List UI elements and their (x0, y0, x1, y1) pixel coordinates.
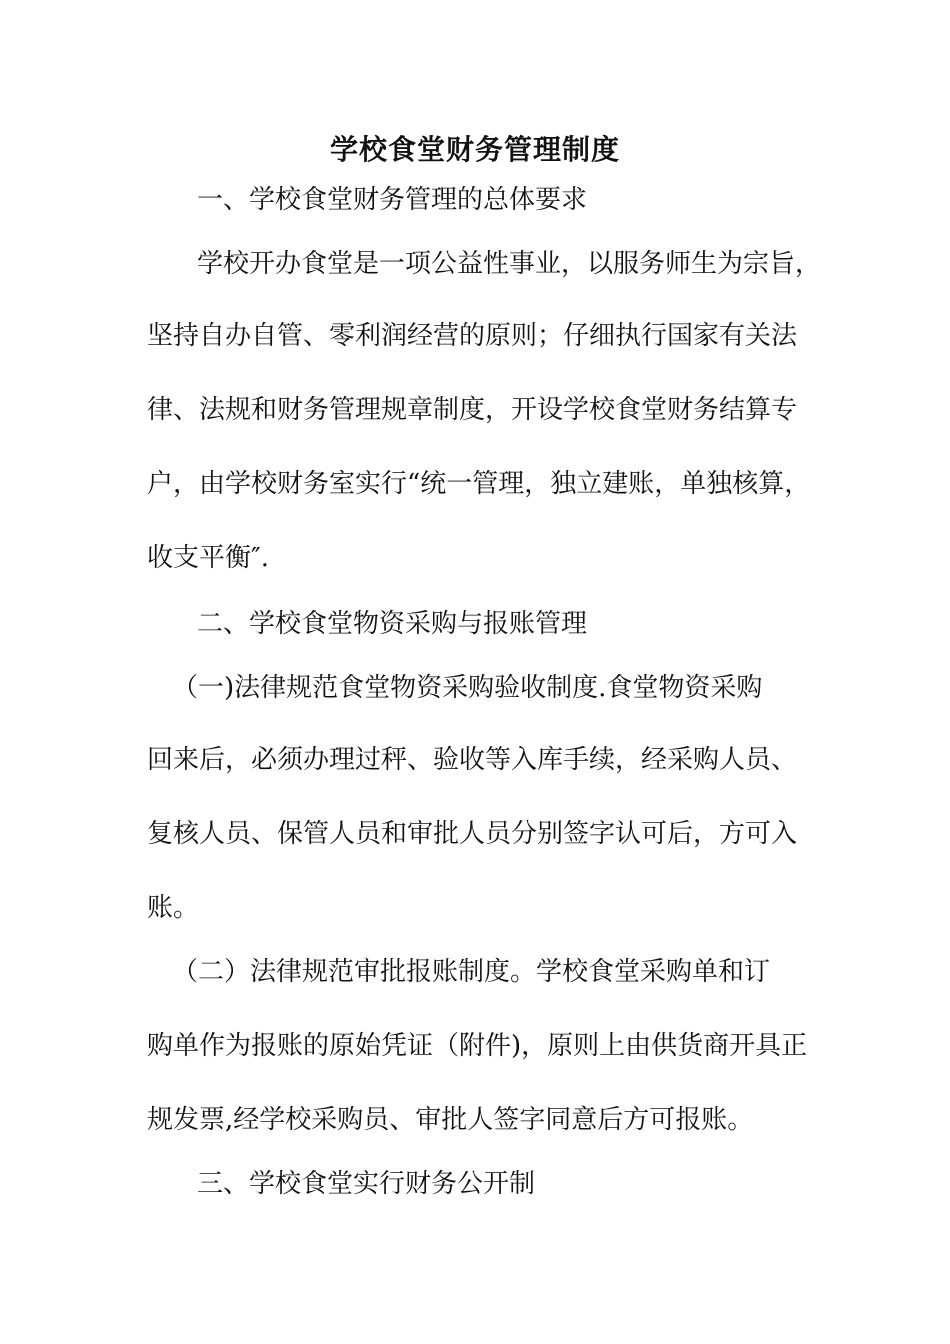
paragraph-line: 规发票,经学校采购员、审批人签字同意后方可报账。 (147, 1105, 754, 1135)
paragraph-line: 复核人员、保管人员和审批人员分别签字认可后，方可入 (147, 819, 798, 849)
paragraph-line: （一)法律规范食堂物资采购验收制度.食堂物资采购 (172, 673, 763, 703)
paragraph-line: 律、法规和财务管理规章制度，开设学校食堂财务结算专 (147, 395, 798, 425)
paragraph-line: 回来后，必须办理过秤、验收等入库手续，经采购人员、 (147, 745, 798, 775)
section-heading-2: 二、学校食堂物资采购与报账管理 (197, 609, 588, 639)
paragraph-line: （二）法律规范审批报账制度。学校食堂采购单和订 (172, 957, 771, 987)
paragraph-line: 户，由学校财务室实行“统一管理，独立建账，单独核算， (147, 469, 811, 499)
section-heading-3: 三、学校食堂实行财务公开制 (197, 1169, 536, 1199)
document-title: 学校食堂财务管理制度 (329, 133, 620, 166)
paragraph-line: 收支平衡″. (147, 543, 269, 573)
section-heading-1: 一、学校食堂财务管理的总体要求 (197, 185, 588, 215)
paragraph-line: 学校开办食堂是一项公益性事业，以服务师生为宗旨， (197, 249, 822, 279)
paragraph-line: 坚持自办自管、零利润经营的原则；仔细执行国家有关法 (147, 321, 798, 351)
paragraph-line: 账。 (147, 893, 200, 923)
paragraph-line: 购单作为报账的原始凭证（附件)，原则上由供货商开具正 (147, 1031, 808, 1061)
